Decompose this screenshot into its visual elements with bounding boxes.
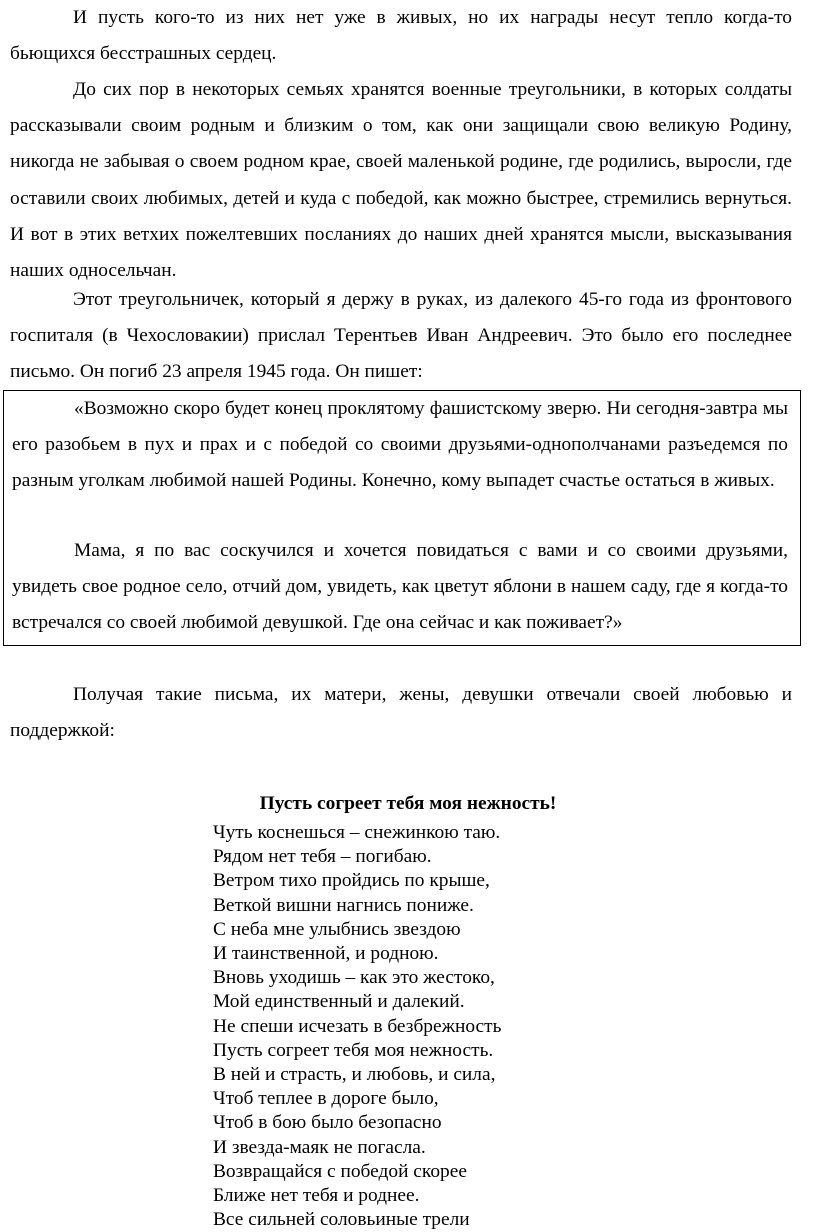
poem-line: Чтоб в бою было безопасно <box>213 1112 442 1134</box>
letter-paragraph-second: Мама, я по вас соскучился и хочется повидаться с вами и со своими друзьями, увидеть свое родное село, отчий дом, увидеть, как цветут яблони в нашем саду, где я когда-то встречался со своей любимой девушкой. Где она сейчас и как поживает?» <box>12 540 788 634</box>
paragraph-war-triangles: До сих пор в некоторых семьях хранятся военные треугольники, в которых солдаты рассказывали своим родным и близким о том, как они защищали свою великую Родину, никогда не забывая о своем родном крае, своей маленькой родине, где родились, выросли, где оставили своих любимых, детей и куда с победой, как можно быстрее, стремились вернуться. И вот в этих ветхих пожелтевших посланиях до наших дней хранятся мысли, высказывания наших односельчан. <box>10 79 792 282</box>
poem-line: Пусть согреет тебя моя нежность. <box>213 1039 494 1061</box>
paragraph-awards: И пусть кого-то из них нет уже в живых, но их награды несут тепло когда-то бьющихся бесстрашных сердец. <box>10 7 792 65</box>
letter-quote-box <box>3 390 801 646</box>
poem-lines <box>213 821 501 1232</box>
poem-line: И таинственной, и родною. <box>213 943 439 965</box>
poem-line: В ней и страсть, и любовь, и сила, <box>213 1064 496 1086</box>
poem-line: Не спеши исчезать в безбрежность <box>213 1015 502 1037</box>
poem-line: Рядом нет тебя – погибаю. <box>213 846 432 868</box>
poem-line: С неба мне улыбнись звездою <box>213 918 461 940</box>
poem-title: Пусть согреет тебя моя нежность! <box>259 793 557 814</box>
poem-line: И звезда-маяк не погасла. <box>213 1136 426 1158</box>
paragraph-letter-intro: Этот треугольничек, который я держу в руках, из далекого 45-го года из фронтового госпиталя (в Чехословакии) прислал Терентьев Иван Андреевич. Это было его последнее письмо. Он погиб 23 апреля 1945 года. Он пишет: <box>10 289 792 383</box>
letter-paragraph-first: «Возможно скоро будет конец проклятому фашистскому зверю. Ни сегодня-завтра мы его разобьем в пух и прах и с победой со своими друзьями-однополчанами разъедемся по разным уголкам любимой нашей Родины. Конечно, кому выпадет счастье остаться в живых. <box>12 398 788 492</box>
paragraph-replies-intro: Получая такие письма, их матери, жены, девушки отвечали своей любовью и поддержкой: <box>10 684 792 742</box>
poem-line: Чтоб теплее в дороге было, <box>213 1088 439 1110</box>
poem-line: Веткой вишни нагнись пониже. <box>213 894 474 916</box>
poem-line: Вновь уходишь – как это жестоко, <box>213 967 495 989</box>
poem-line: Ветром тихо пройдись по крыше, <box>213 870 490 892</box>
poem-line: Мой единственный и далекий. <box>213 991 465 1013</box>
poem-line: Возвращайся с победой скорее <box>213 1160 467 1182</box>
poem-line: Все сильней соловьиные трели <box>213 1209 470 1231</box>
poem-line: Чуть коснешься – снежинкою таю. <box>213 822 501 843</box>
poem-line: Ближе нет тебя и роднее. <box>213 1185 420 1207</box>
